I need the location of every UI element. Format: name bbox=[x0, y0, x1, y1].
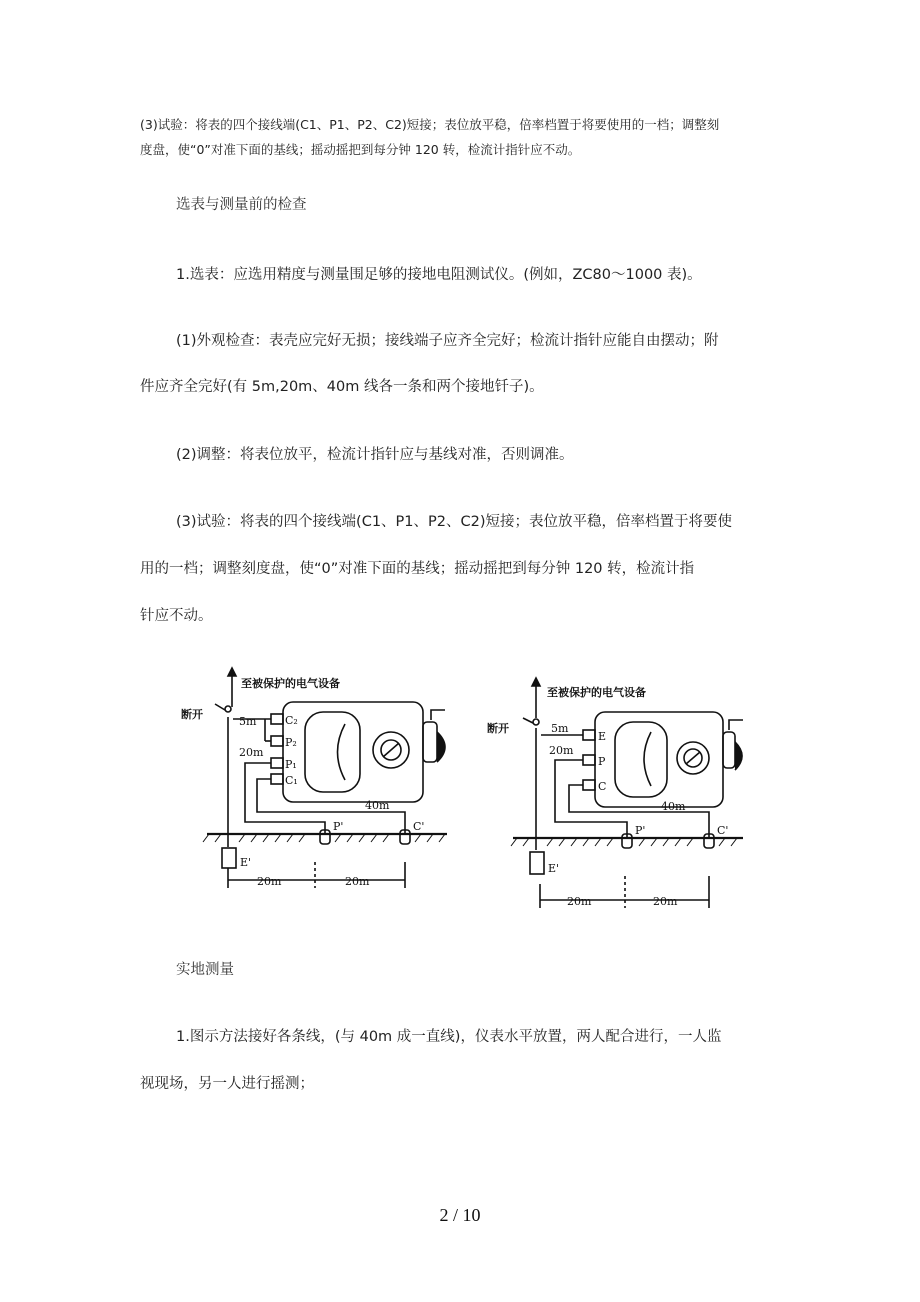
right-electrode-e bbox=[530, 852, 544, 874]
right-dist-2-label: 20m bbox=[653, 895, 678, 908]
item-visual-check-line-2: 件应齐全完好(有 5m,20m、40m 线各一条和两个接地钎子)。 bbox=[140, 379, 544, 395]
left-probe-p-label: P' bbox=[333, 820, 344, 833]
page-number: 2 / 10 bbox=[439, 1205, 481, 1225]
left-dist-2-label: 20m bbox=[345, 875, 370, 888]
left-terminal-c1 bbox=[271, 774, 283, 784]
left-meter-knob-line bbox=[383, 743, 399, 757]
right-ground-hatching bbox=[511, 838, 737, 846]
left-electrode-e bbox=[222, 848, 236, 868]
left-arrow-head bbox=[228, 668, 236, 676]
left-lead-40m-label: 40m bbox=[365, 799, 390, 812]
right-terminal-e bbox=[583, 730, 595, 740]
left-terminal-c2-label: C₂ bbox=[285, 714, 298, 727]
right-arrow-head bbox=[532, 678, 540, 686]
intro-line-2: 度盘，使“0”对准下面的基线；摇动摇把到每分钟 120 转，检流计指针应不动。 bbox=[140, 142, 581, 157]
left-meter-crank-handle bbox=[431, 710, 445, 720]
left-meter-crank-wheel bbox=[437, 732, 445, 762]
right-probe-p-label: P' bbox=[635, 824, 646, 837]
item-select-meter: 1.选表：应选用精度与测量围足够的接地电阻测试仪。(例如，ZC80～1000 表)。 bbox=[176, 267, 702, 283]
left-meter-body bbox=[283, 702, 423, 802]
left-terminal-p2-label: P₂ bbox=[285, 736, 297, 749]
right-terminal-c bbox=[583, 780, 595, 790]
item-test-line-2: 用的一档；调整刻度盘，使“0”对准下面的基线；摇动摇把到每分钟 120 转，检流计指 bbox=[140, 561, 695, 577]
right-meter-needle-arc bbox=[644, 732, 651, 786]
left-dist-1-label: 20m bbox=[257, 875, 282, 888]
right-meter-crank-housing bbox=[723, 732, 735, 768]
left-terminal-c1-label: C₁ bbox=[285, 774, 298, 787]
right-terminal-e-label: E bbox=[598, 730, 607, 743]
right-terminal-c-label: C bbox=[598, 780, 607, 793]
right-switch-contact bbox=[533, 719, 539, 725]
left-probe-c-label: C' bbox=[413, 820, 425, 833]
left-top-label: 至被保护的电气设备 bbox=[241, 677, 340, 690]
right-lead-5m-label: 5m bbox=[551, 722, 569, 735]
left-ground-hatching bbox=[203, 834, 445, 842]
left-switch-blade bbox=[215, 704, 225, 710]
left-labels bbox=[181, 676, 424, 888]
right-lead-40m-label: 40m bbox=[661, 800, 686, 813]
right-switch-label: 断开 bbox=[487, 722, 509, 735]
intro-paragraph bbox=[140, 112, 790, 162]
section-heading-selection: 选表与测量前的检查 bbox=[176, 197, 307, 213]
left-terminal-p1-label: P₁ bbox=[285, 758, 297, 771]
left-meter-crank-housing bbox=[423, 722, 437, 762]
right-meter-dial-window bbox=[615, 722, 667, 797]
item-adjust: (2)调整：将表位放平，检流计指针应与基线对准，否则调准。 bbox=[176, 447, 574, 463]
right-meter-crank-wheel bbox=[735, 742, 742, 770]
right-terminal-p-label: P bbox=[598, 755, 606, 768]
left-terminal-c2 bbox=[271, 714, 283, 724]
item-visual-check-line-1: (1)外观检查：表壳应完好无损；接线端子应齐全完好；检流计指针应能自由摆动；附 bbox=[176, 333, 719, 349]
right-probe-c-label: C' bbox=[717, 824, 729, 837]
left-switch-contact bbox=[225, 706, 231, 712]
intro-line-1: (3)试验：将表的四个接线端(C1、P1、P2、C2)短接；表位放平稳，倍率档置于将要使用的一档；调整刻 bbox=[140, 117, 720, 132]
left-lead-5m-label: 5m bbox=[239, 715, 257, 728]
item-test-line-1: (3)试验：将表的四个接线端(C1、P1、P2、C2)短接；表位放平稳，倍率档置于将要使 bbox=[176, 514, 732, 530]
right-meter-crank-handle bbox=[729, 720, 743, 730]
right-switch-blade bbox=[523, 718, 533, 723]
left-switch-label: 断开 bbox=[181, 708, 203, 721]
left-diagram bbox=[207, 668, 447, 888]
left-electrode-label: E' bbox=[240, 856, 252, 869]
left-meter-needle-arc bbox=[338, 724, 346, 780]
right-top-label: 至被保护的电气设备 bbox=[547, 686, 646, 699]
left-meter-dial-window bbox=[305, 712, 360, 792]
left-terminal-p1 bbox=[271, 758, 283, 768]
left-lead-20m-label: 20m bbox=[239, 746, 264, 759]
right-electrode-label: E' bbox=[548, 862, 560, 875]
wiring-diagrams bbox=[181, 662, 755, 922]
item-field-line-2: 视现场，另一人进行摇测； bbox=[140, 1076, 314, 1092]
section-heading-field-measurement: 实地测量 bbox=[176, 962, 234, 978]
right-terminal-p bbox=[583, 755, 595, 765]
left-terminal-p2 bbox=[271, 736, 283, 746]
right-dist-1-label: 20m bbox=[567, 895, 592, 908]
right-lead-20m bbox=[555, 760, 627, 838]
item-test-line-3: 针应不动。 bbox=[140, 608, 213, 624]
item-field-line-1: 1.图示方法接好各条线，(与 40m 成一直线)，仪表水平放置，两人配合进行，一人监 bbox=[176, 1029, 722, 1045]
right-lead-20m-label: 20m bbox=[549, 744, 574, 757]
right-meter-knob-line bbox=[686, 752, 700, 764]
